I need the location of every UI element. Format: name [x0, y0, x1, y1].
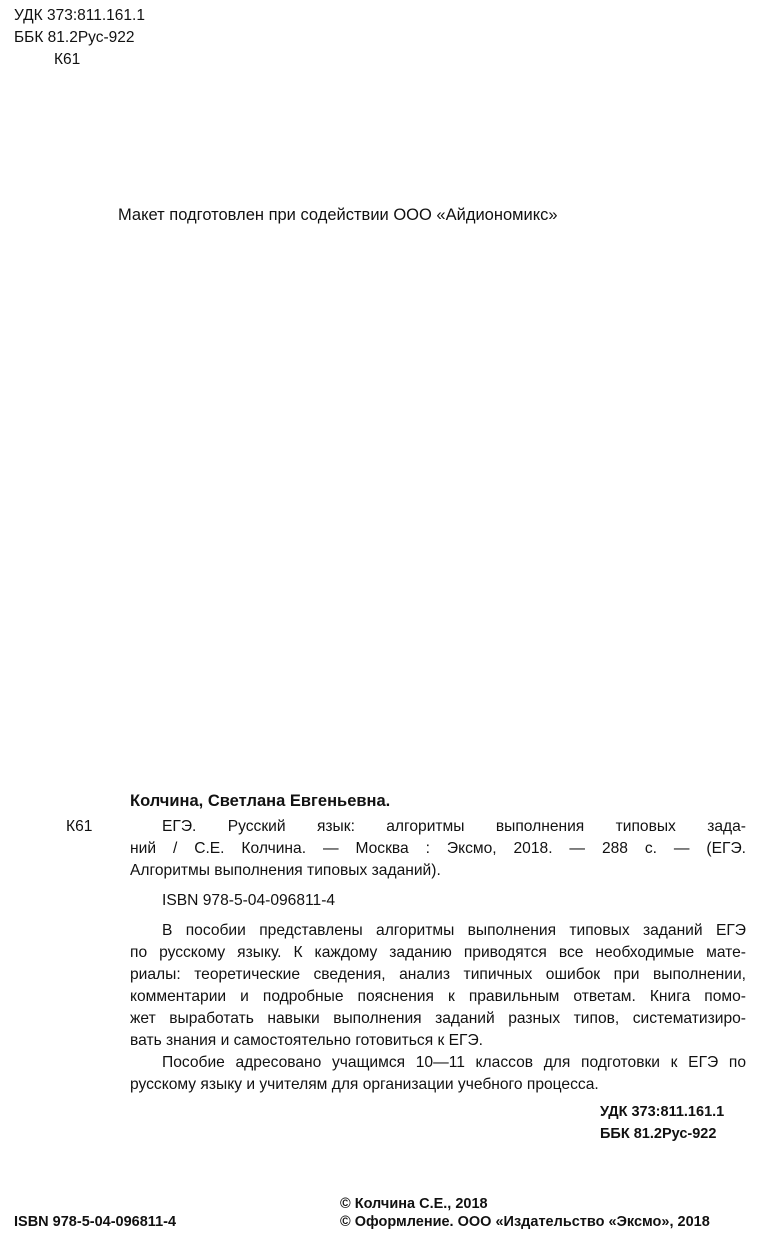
annotation-line: жет выработать навыки выполнения заданий разных типов, систематизиро-: [130, 1010, 746, 1027]
copyright-author: © Колчина С.Е., 2018: [340, 1196, 488, 1212]
annotation-line: В пособии представлены алгоритмы выполнения типовых заданий ЕГЭ: [162, 922, 746, 939]
annotation-line: риалы: теоретические сведения, анализ типичных ошибок при выполнении,: [130, 966, 746, 983]
top-bbk: ББК 81.2Рус-922: [14, 29, 135, 46]
biblio-code: К61: [66, 818, 93, 835]
classification-bbk: ББК 81.2Рус-922: [600, 1126, 717, 1142]
biblio-title-line: ЕГЭ. Русский язык: алгоритмы выполнения типовых зада-: [162, 818, 746, 835]
annotation-line: вать знания и самостоятельно готовиться к ЕГЭ.: [130, 1032, 484, 1049]
biblio-isbn: ISBN 978-5-04-096811-4: [162, 892, 336, 909]
annotation-line: комментарии и подробные пояснения к правильным ответам. Книга помо-: [130, 988, 746, 1005]
biblio-title-line: ний / С.Е. Колчина. — Москва : Эксмо, 2018. — 288 с. — (ЕГЭ.: [130, 840, 746, 857]
annotation-line: по русскому языку. К каждому заданию приводятся все необходимые мате-: [130, 944, 746, 961]
top-udk: УДК 373:811.161.1: [14, 7, 145, 24]
biblio-title-line: Алгоритмы выполнения типовых заданий).: [130, 862, 441, 879]
prepared-note: Макет подготовлен при содействии ООО «Айдиономикс»: [118, 206, 558, 224]
annotation-line: Пособие адресовано учащимся 10—11 классов для подготовки к ЕГЭ по: [162, 1054, 746, 1071]
author-name: Колчина, Светлана Евгеньевна.: [130, 792, 391, 810]
annotation-line: русскому языку и учителям для организации учебного процесса.: [130, 1076, 599, 1093]
classification-udk: УДК 373:811.161.1: [600, 1104, 725, 1120]
footer-isbn: ISBN 978-5-04-096811-4: [14, 1214, 177, 1230]
copyright-design: © Оформление. ООО «Издательство «Эксмо», 2018: [340, 1214, 710, 1230]
top-code: К61: [54, 51, 81, 68]
